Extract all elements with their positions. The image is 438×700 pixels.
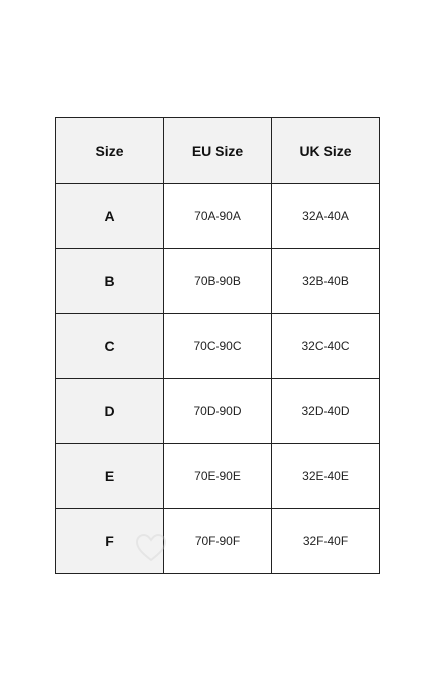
size-cell: E [56,444,164,509]
eu-size-cell: 70D-90D [164,379,272,444]
uk-size-cell: 32B-40B [272,249,380,314]
size-cell: D [56,379,164,444]
table-row [56,379,380,444]
eu-size-cell: 70A-90A [164,184,272,249]
eu-size-cell: 70E-90E [164,444,272,509]
uk-size-cell: 32E-40E [272,444,380,509]
header-uk-size: UK Size [272,118,380,184]
uk-size-cell: 32A-40A [272,184,380,249]
header-eu-size: EU Size [164,118,272,184]
table-row [56,509,380,574]
table-row [56,444,380,509]
table-row [56,314,380,379]
size-cell: A [56,184,164,249]
uk-size-cell: 32D-40D [272,379,380,444]
eu-size-cell: 70F-90F [164,509,272,574]
size-cell: F [56,509,164,574]
table-row [56,249,380,314]
table-header-row [56,118,380,184]
eu-size-cell: 70B-90B [164,249,272,314]
table-row [56,184,380,249]
size-cell: B [56,249,164,314]
uk-size-cell: 32C-40C [272,314,380,379]
size-chart-table [55,117,380,574]
eu-size-cell: 70C-90C [164,314,272,379]
heart-icon [136,534,166,562]
header-size: Size [56,118,164,184]
uk-size-cell: 32F-40F [272,509,380,574]
size-cell: C [56,314,164,379]
